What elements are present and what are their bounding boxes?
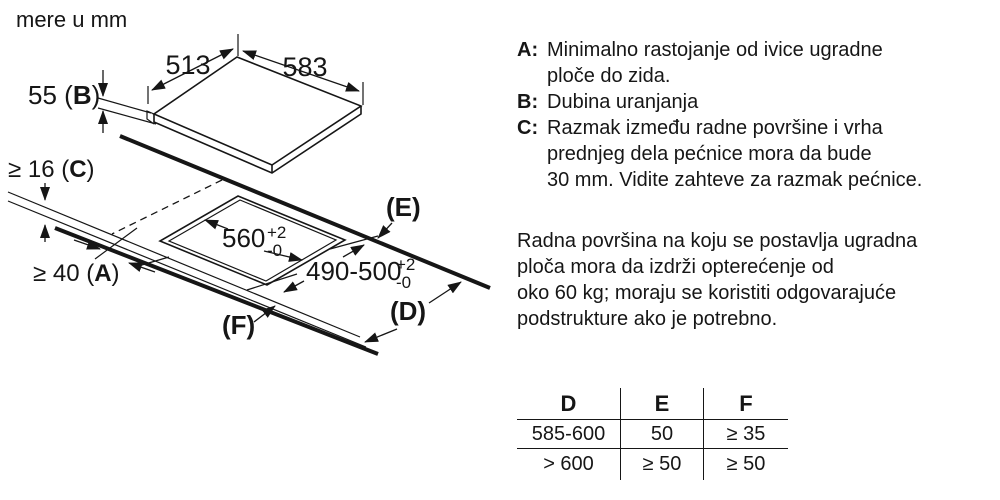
definition-key: C: <box>517 117 539 139</box>
dim-b-label: 55 (B) <box>28 80 101 110</box>
dim-583-label: 583 <box>282 52 328 82</box>
definition-line: 30 mm. Vidite zahteve za razmak pećnice. <box>547 169 923 191</box>
definition-line: ploče do zida. <box>547 65 671 87</box>
table-header-e: E <box>621 388 704 420</box>
definition-item-a <box>517 37 977 89</box>
table-cell: > 600 <box>543 453 594 475</box>
definition-key: B: <box>517 91 539 113</box>
dimension-55-b <box>28 70 103 133</box>
definition-line: Dubina uranjanja <box>547 91 699 113</box>
installation-diagram <box>0 0 510 400</box>
cutout-width-sup: +2 <box>267 223 287 242</box>
table-cell: ≥ 50 <box>726 453 766 475</box>
definition-list <box>517 37 977 193</box>
dim-513-label: 513 <box>165 50 211 80</box>
table-row <box>517 420 788 449</box>
cutout-depth-sub: -0 <box>396 273 412 292</box>
dimension-40-a <box>33 228 169 287</box>
note-line: oko 60 kg; moraju se koristiti odgovarajuće <box>517 282 897 304</box>
dimension-16-c <box>8 156 95 242</box>
clearance-table <box>517 388 788 480</box>
cutout-width-label: 560 <box>222 223 266 253</box>
label-f: (F) <box>222 310 256 340</box>
definition-line: Razmak između radne površine i vrha <box>547 117 883 139</box>
definition-key: A: <box>517 39 539 61</box>
units-label: mere u mm <box>16 7 128 32</box>
load-note <box>517 228 917 332</box>
worktop-back-edge <box>120 136 490 288</box>
table-cell: 585-600 <box>517 420 621 449</box>
definition-item-b <box>517 89 977 115</box>
definition-line: Minimalno rastojanje od ivice ugradne <box>547 39 883 61</box>
dim-c-label: ≥ 16 (C) <box>8 156 95 183</box>
table-row <box>517 449 788 481</box>
cutout-depth-label: 490-500 <box>306 256 402 286</box>
dim-a-label: ≥ 40 (A) <box>33 260 120 287</box>
table-header-row <box>517 388 788 420</box>
table-cell: ≥ 50 <box>621 449 704 481</box>
table-cell: ≥ 35 <box>704 420 789 449</box>
label-e: (E) <box>386 192 421 222</box>
note-line: Radna površina na koju se postavlja ugradna <box>517 230 918 252</box>
table-header-f: F <box>704 388 789 420</box>
definition-item-c <box>517 115 977 193</box>
cutout-width-sub: -0 <box>267 241 283 260</box>
table-header-d: D <box>517 388 621 420</box>
note-line: podstrukture ako je potrebno. <box>517 308 778 330</box>
cutout-depth-sup: +2 <box>396 255 416 274</box>
note-line: ploča mora da izdrži opterećenje od <box>517 256 834 278</box>
definition-line: prednjeg dela pećnice mora da bude <box>547 143 872 165</box>
table-cell: 50 <box>621 420 704 449</box>
label-d: (D) <box>390 296 427 326</box>
